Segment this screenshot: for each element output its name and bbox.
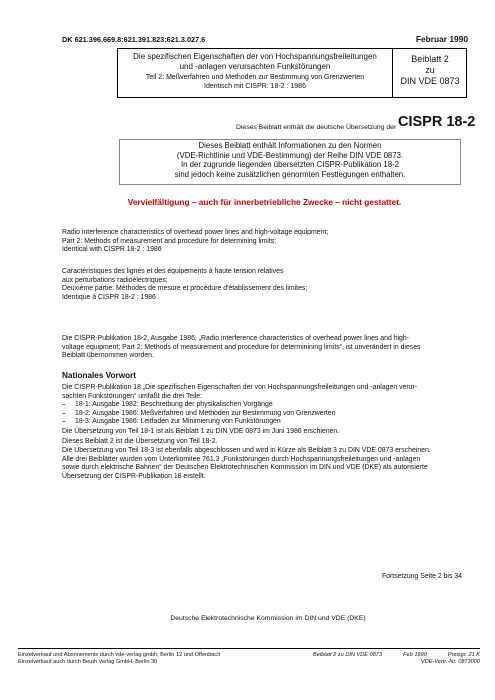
title-block xyxy=(117,48,467,98)
translation-note: Dieses Beiblatt enthält die deutsche Übersetzung der xyxy=(236,124,397,131)
french-title: Caractéristiques des lignes et des équipements à haute tension relatives aux perturbations radioélectriques; Deuxième partie: Méthodes de mesure et procédure d'établissement des limites; Identique à CISPR 18-2 : 1986 xyxy=(62,268,308,301)
sales-note: Einzelverkauf und Abonnements durch vde-verlag gmbh, Berlin 12 und Offenbach Einzelverkauf auch durch Beuth Verlag GmbH, Berlin 30 xyxy=(18,652,221,666)
english-title: Radio interference characteristics of overhead power lines and high-voltage equipment; Part 2: Methods of measurement and procedure for determining limits; Identical with CISPR 18-2 : 1986 xyxy=(62,229,329,254)
foreword-body: Die CISPR-Publikation 18 „Die spezifischen Eigenschaften der von Hochspannungsfreileitungen und -anlagen verur- sachten Funkstörungen“ umfaßt die drei Teile: – 18-1: Ausgabe 1982: Beschreibung der physikalischen Vorgänge – 18-2: Ausgabe 1986: Meßverfahren und Methoden zur Bestimmung von Grenzwerten – 18-3: Ausgabe 1986: Leitfaden zur Minimierung von Funkstörungen Die Übersetzung von Teil 18-1 ist als Beiblatt 1 zu DIN VDE 0873 im Juni 1986 erschienen. Dieses Beiblatt 2 ist die Übersetzung von Teil 18-2. Die Übersetzung von Teil 18-3 ist ebenfalls abgeschlossen und wird in Kürze als Beiblatt 3 zu DIN VDE 0873 erscheinen. Alle drei Beiblätter wurden vom Unterkomitee 761.3 „Funkstörungen durch Hochspannungsfreileitungen und -anlagen sowie durch elektrische Bahnen“ der Deutschen Elektrotechnischen Kommission im DIN und VDE (DKE) als autorisierte Übersetzung der CISPR-Publikation 18 erstellt. xyxy=(62,384,474,482)
commission-name: Deutsche Elektrotechnische Kommission im DIN und VDE (DKE) xyxy=(170,615,366,622)
dk-classification: DK 621.396.669.8:621.391.823:621.3.027.6 xyxy=(62,35,206,44)
info-box: Dieses Beiblatt enthält Informationen zu den Normen (VDE-Richtlinie und VDE-Bestimmung) der Reihe DIN VDE 0873. In der zugrunde liegenden übersetzten CISPR-Publikation 18-2 sind jedoch keine zusätzlichen genormten Festlegungen enthalten. xyxy=(119,139,461,185)
document-meta: Beiblatt 2 zu DIN VDE 0873 Feb 1990 Preisgr. 21 K VDE-Vertr.-Nr. 0873000 xyxy=(313,652,480,666)
document-title: Die spezifischen Eigenschaften der von Hochspannungsfreileitungen und -anlagen verursachten Funkstörungen xyxy=(133,52,377,71)
continuation-note: Fortsetzung Seite 2 bis 34 xyxy=(381,573,462,580)
issue-date: Februar 1990 xyxy=(415,34,468,44)
list-item: – 18-1: Ausgabe 1982: Beschreibung der physikalischen Vorgänge xyxy=(62,401,273,409)
document-subtitle: Teil 2: Meßverfahren und Methoden zur Bestimmung von Grenzwerten Identisch mit CISPR: 18-2 : 1986 xyxy=(145,74,365,90)
foreword-heading: Nationales Vorwort xyxy=(62,371,137,380)
intro-paragraph: Die CISPR-Publikation 18-2, Ausgabe 1986, „Radio interference characteristics of overhead power lines and high- voltage equipment; Part 2: Methods of measurement and procedure for determinining limits“, ist unverändert in dieses Beiblatt übernommen worden. xyxy=(62,335,421,360)
list-item: – 18-3: Ausgabe 1986: Leitfaden zur Minimierung von Funkstörungen xyxy=(62,418,281,426)
list-item: – 18-2: Ausgabe 1986: Meßverfahren und Methoden zur Bestimmung von Grenzwerten xyxy=(62,409,336,417)
copy-warning: Vervielfältigung – auch für innerbetriebliche Zwecke – nicht gestattet. xyxy=(127,197,402,207)
cispr-reference: CISPR 18-2 xyxy=(398,114,476,130)
standard-designation: Beiblatt 2 zu DIN VDE 0873 xyxy=(392,49,467,97)
footer-divider xyxy=(18,648,480,649)
